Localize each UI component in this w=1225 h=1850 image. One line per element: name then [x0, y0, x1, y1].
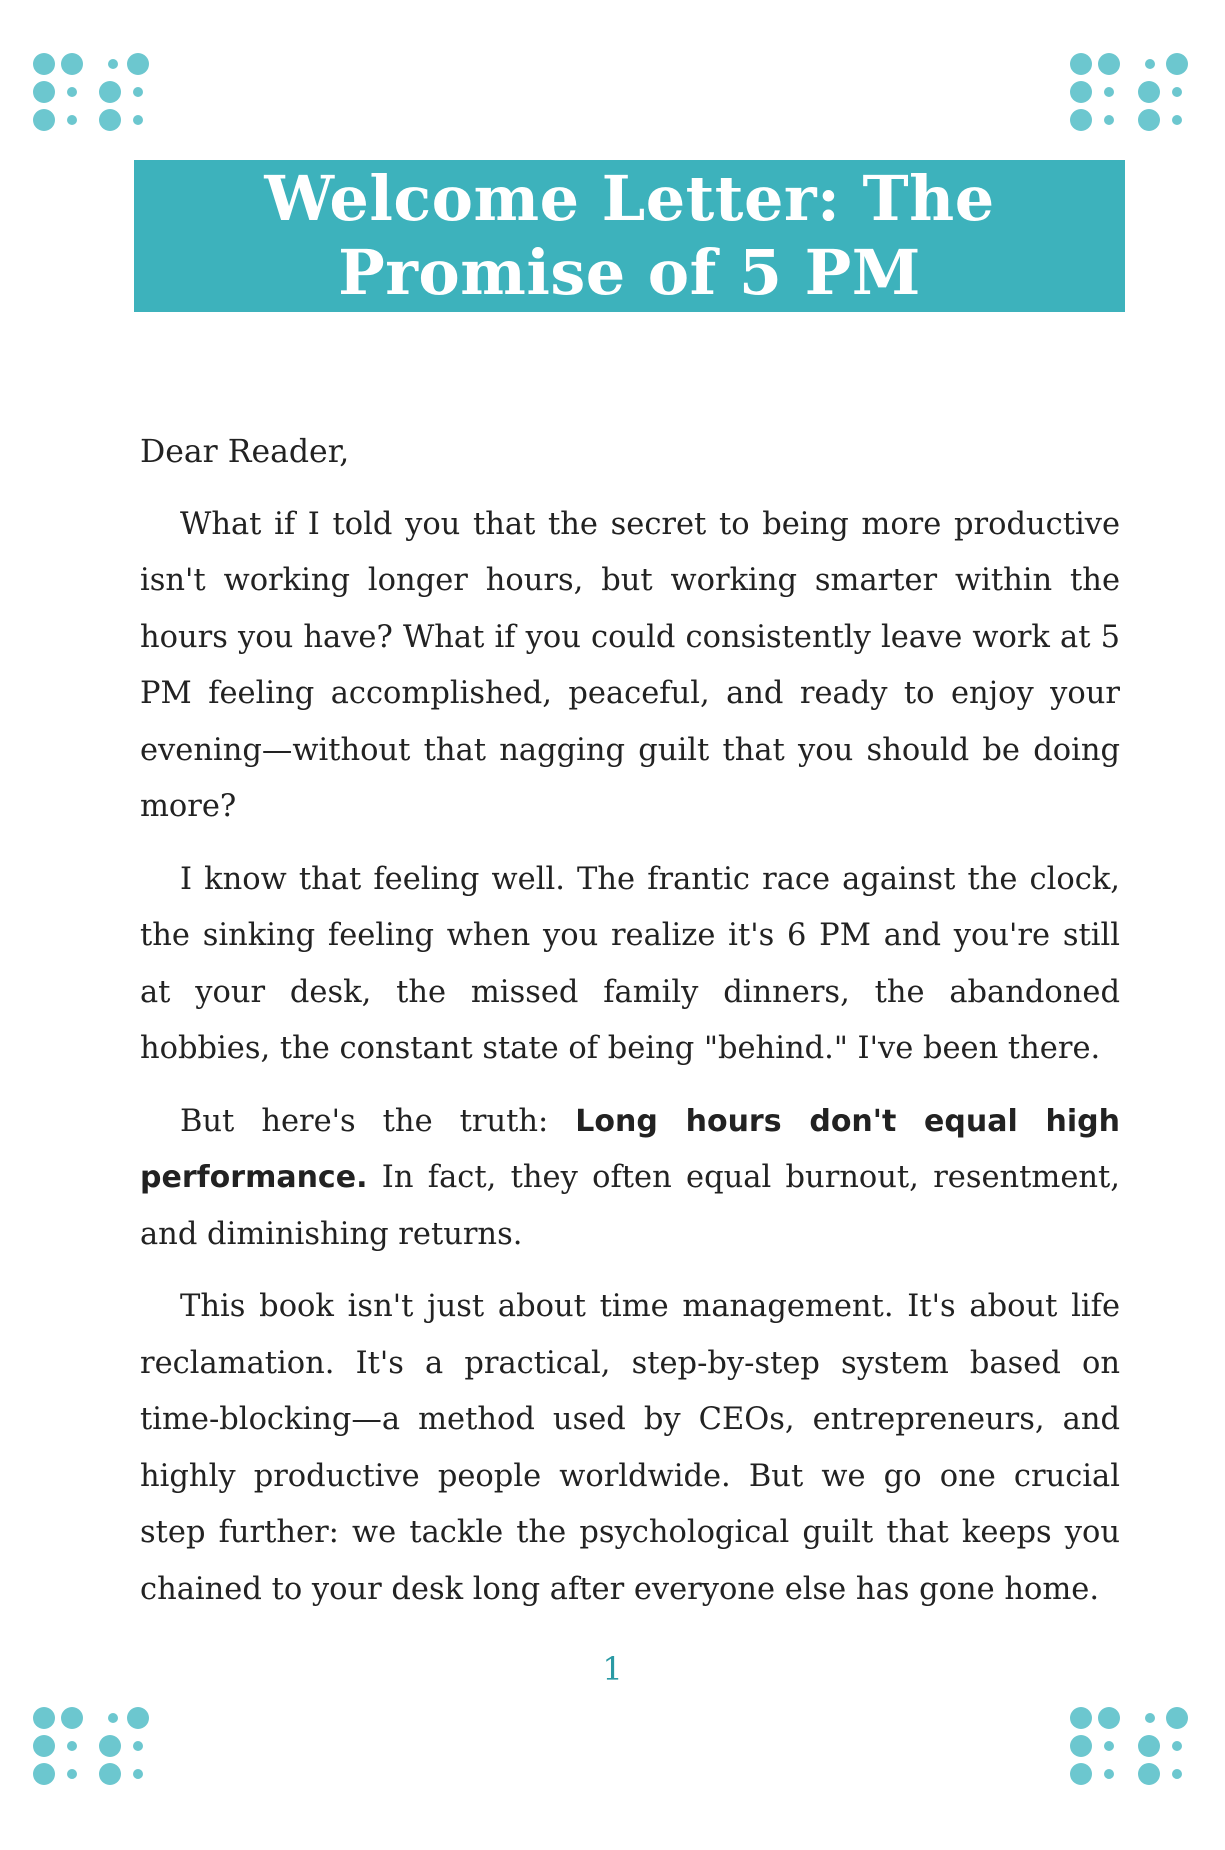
paragraph-text: But here's the truth:: [180, 1103, 576, 1139]
dot-cluster-icon: [1047, 48, 1197, 158]
page-title: Welcome Letter: The Promise of 5 PM: [264, 162, 995, 309]
paragraph: This book isn't just about time management. It's about life reclamation. It's a practical, step-by-step system based on time-blocking—a method used by CEOs, entrepreneurs, and highly productive people worldwide. But we go one crucial step further: we tackle the psychological guilt that keeps you chained to your desk long after everyone else has gone home.: [140, 1289, 1120, 1607]
paragraph: What if I told you that the secret to being more productive isn't working longer hours, but working smarter within the hours you have? What if you could consistently leave work at 5 PM feeling accomplished, peaceful, and ready to enjoy your evening—without that nagging guilt that you should be doing more?: [140, 506, 1120, 824]
salutation: Dear Reader,: [140, 434, 350, 470]
dot-cluster-icon: [1047, 1698, 1197, 1808]
dot-cluster-icon: [28, 1698, 178, 1808]
dot-cluster-icon: [28, 48, 178, 158]
paragraph: I know that feeling well. The frantic race against the clock, the sinking feeling when you realize it's 6 PM and you're still at your desk, the missed family dinners, the abandoned hobbies, the constant state of being "behind." I've been there.: [140, 861, 1120, 1066]
page-number: 1: [602, 1650, 623, 1688]
emphasis-text: Long hours don't equal high performance.: [140, 1103, 1120, 1195]
letter-body: [140, 424, 1120, 1634]
title-banner: [134, 160, 1125, 312]
paragraph-text: In fact, they often equal burnout, resentment, and diminishing returns.: [140, 1160, 1120, 1252]
paragraph: [140, 1094, 1120, 1264]
